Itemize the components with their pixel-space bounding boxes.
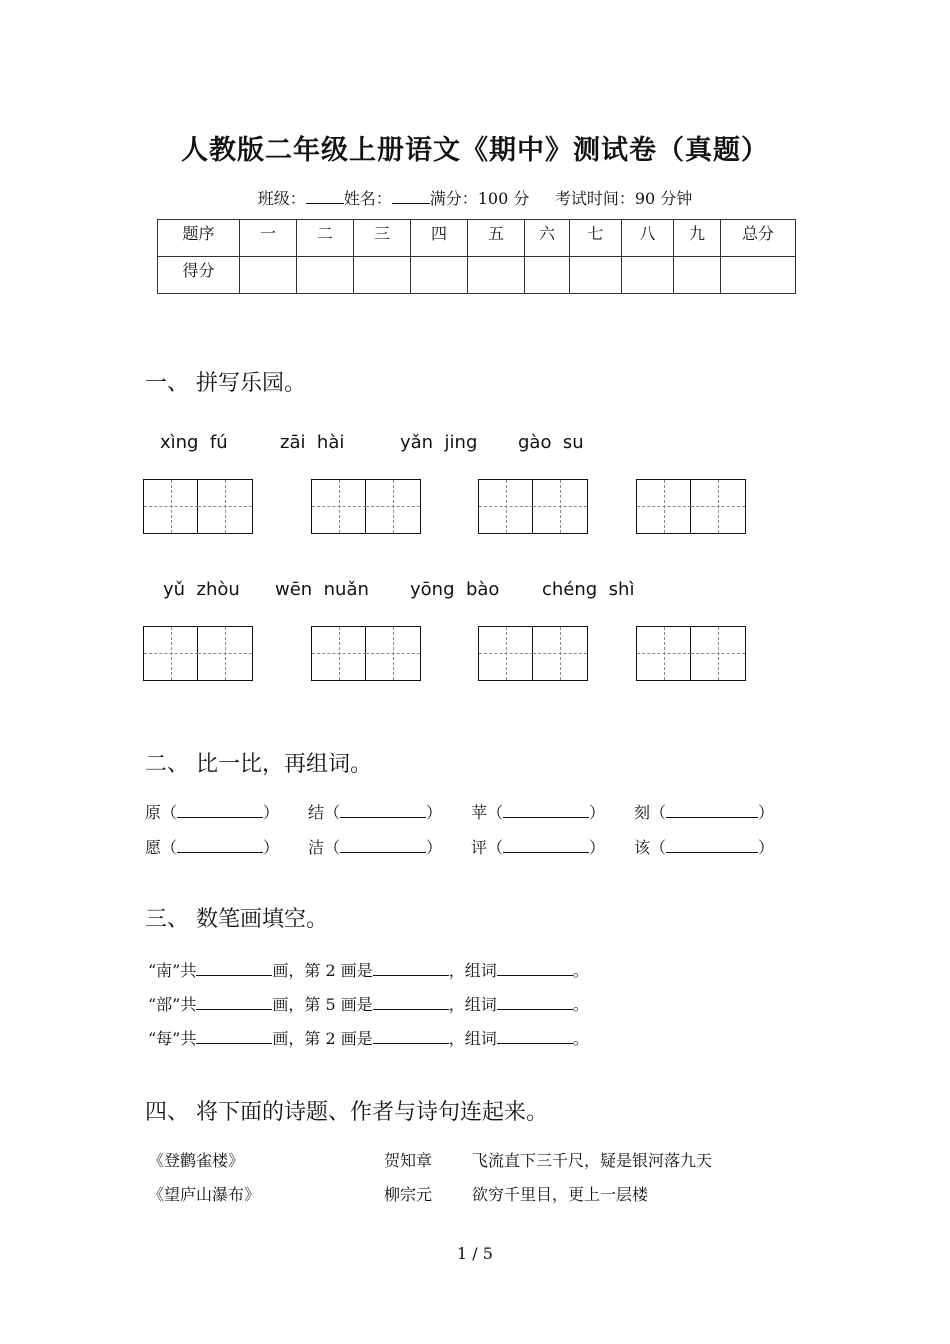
stroke-count-blank[interactable] <box>196 960 272 976</box>
word-blank[interactable] <box>177 802 263 818</box>
stroke-count-blank[interactable] <box>196 1028 272 1044</box>
score-cell[interactable] <box>354 257 411 294</box>
score-cell[interactable] <box>525 257 570 294</box>
word-char: 评 <box>471 838 488 857</box>
poem-line[interactable]: 飞流直下三千尺，疑是银河落九天 <box>472 1151 713 1170</box>
header-cell: 九 <box>674 220 721 257</box>
section3-heading: 三、 数笔画填空。 <box>145 907 328 932</box>
stroke-line <box>148 1026 589 1049</box>
word-item: 原（ ） <box>145 803 280 822</box>
score-cell[interactable] <box>570 257 622 294</box>
score-cell[interactable] <box>468 257 525 294</box>
pinyin-label: chéng shì <box>542 579 635 600</box>
stroke-mid: 画，第 2 画是 <box>272 961 373 980</box>
poem-line[interactable]: 欲穷千里目，更上一层楼 <box>472 1185 649 1204</box>
pinyin-label: gào su <box>518 432 584 453</box>
word-blank[interactable] <box>177 837 263 853</box>
writing-grid[interactable] <box>311 626 421 681</box>
poem-author[interactable]: 贺知章 <box>384 1151 433 1170</box>
poem-author[interactable]: 柳宗元 <box>384 1185 433 1204</box>
stroke-name-blank[interactable] <box>373 960 449 976</box>
stroke-name-blank[interactable] <box>373 994 449 1010</box>
word-item: 洁（ ） <box>308 838 443 857</box>
stroke-count-blank[interactable] <box>196 994 272 1010</box>
word-blank[interactable] <box>340 802 426 818</box>
stroke-name-blank[interactable] <box>373 1028 449 1044</box>
writing-grid[interactable] <box>636 479 746 534</box>
stroke-end: ，组词 <box>448 961 497 980</box>
pinyin-label: wēn nuǎn <box>275 579 369 600</box>
score-header-row <box>158 220 796 257</box>
word-item: 结（ ） <box>308 803 443 822</box>
period: 。 <box>572 961 589 980</box>
word-blank[interactable] <box>497 960 573 976</box>
exam-time: 考试时间：90 分钟 <box>554 189 693 208</box>
word-item: 苹（ ） <box>471 803 606 822</box>
header-cell: 七 <box>570 220 622 257</box>
pinyin-label: yōng bào <box>410 579 500 600</box>
word-blank[interactable] <box>503 837 589 853</box>
stroke-line <box>148 958 589 981</box>
full-score: 满分：100 分 <box>429 189 530 208</box>
writing-grid[interactable] <box>478 626 588 681</box>
header-cell: 二 <box>297 220 354 257</box>
class-label: 班级： <box>257 189 306 208</box>
class-blank[interactable] <box>306 189 344 204</box>
stroke-mid: 画，第 2 画是 <box>272 1029 373 1048</box>
word-item: 愿（ ） <box>145 838 280 857</box>
header-cell: 八 <box>622 220 674 257</box>
word-item: 刻（ ） <box>634 803 775 822</box>
score-table <box>157 219 796 294</box>
stroke-char: “每”共 <box>148 1029 197 1048</box>
writing-grid[interactable] <box>478 479 588 534</box>
score-cell[interactable] <box>622 257 674 294</box>
pinyin-label: yǎn jing <box>400 432 478 453</box>
score-cell[interactable] <box>240 257 297 294</box>
section2-heading: 二、 比一比，再组词。 <box>145 752 372 777</box>
word-blank[interactable] <box>666 802 758 818</box>
header-cell: 五 <box>468 220 525 257</box>
name-label: 姓名： <box>343 189 392 208</box>
score-cell[interactable] <box>297 257 354 294</box>
exam-info <box>0 186 950 209</box>
period: 。 <box>572 1029 589 1048</box>
poem-title[interactable]: 《登鹳雀楼》 <box>148 1151 245 1170</box>
header-cell: 一 <box>240 220 297 257</box>
header-cell: 六 <box>525 220 570 257</box>
word-char: 刻 <box>634 803 651 822</box>
stroke-end: ，组词 <box>448 1029 497 1048</box>
pinyin-label: xìng fú <box>160 432 228 453</box>
stroke-end: ，组词 <box>448 995 497 1014</box>
word-item: 评（ ） <box>471 838 606 857</box>
row-label: 得分 <box>158 257 240 294</box>
pinyin-label: zāi hài <box>280 432 345 453</box>
stroke-char: “南”共 <box>148 961 197 980</box>
writing-grid[interactable] <box>636 626 746 681</box>
word-blank[interactable] <box>340 837 426 853</box>
page-title: 人教版二年级上册语文《期中》测试卷（真题） <box>181 135 769 166</box>
score-cell[interactable] <box>674 257 721 294</box>
pinyin-label: yǔ zhòu <box>163 579 240 600</box>
word-char: 愿 <box>145 838 162 857</box>
word-char: 结 <box>308 803 325 822</box>
poem-title[interactable]: 《望庐山瀑布》 <box>148 1185 261 1204</box>
score-cell[interactable] <box>411 257 468 294</box>
score-cell[interactable] <box>721 257 796 294</box>
section1-heading: 一、 拼写乐园。 <box>145 371 306 396</box>
word-blank[interactable] <box>666 837 758 853</box>
word-item: 该（ ） <box>634 838 775 857</box>
word-blank[interactable] <box>497 1028 573 1044</box>
score-row <box>158 257 796 294</box>
stroke-char: “部”共 <box>148 995 197 1014</box>
writing-grid[interactable] <box>311 479 421 534</box>
header-cell: 题序 <box>158 220 240 257</box>
period: 。 <box>572 995 589 1014</box>
word-char: 苹 <box>471 803 488 822</box>
section4-heading: 四、 将下面的诗题、作者与诗句连起来。 <box>145 1100 548 1125</box>
header-cell: 四 <box>411 220 468 257</box>
header-cell: 三 <box>354 220 411 257</box>
word-blank[interactable] <box>497 994 573 1010</box>
writing-grid[interactable] <box>143 626 253 681</box>
word-char: 原 <box>145 803 162 822</box>
word-char: 该 <box>634 838 651 857</box>
word-blank[interactable] <box>503 802 589 818</box>
stroke-line <box>148 992 589 1015</box>
word-char: 洁 <box>308 838 325 857</box>
header-cell: 总分 <box>721 220 796 257</box>
name-blank[interactable] <box>392 189 430 204</box>
stroke-mid: 画，第 5 画是 <box>272 995 373 1014</box>
writing-grid[interactable] <box>143 479 253 534</box>
page-number: 1 / 5 <box>457 1244 493 1263</box>
